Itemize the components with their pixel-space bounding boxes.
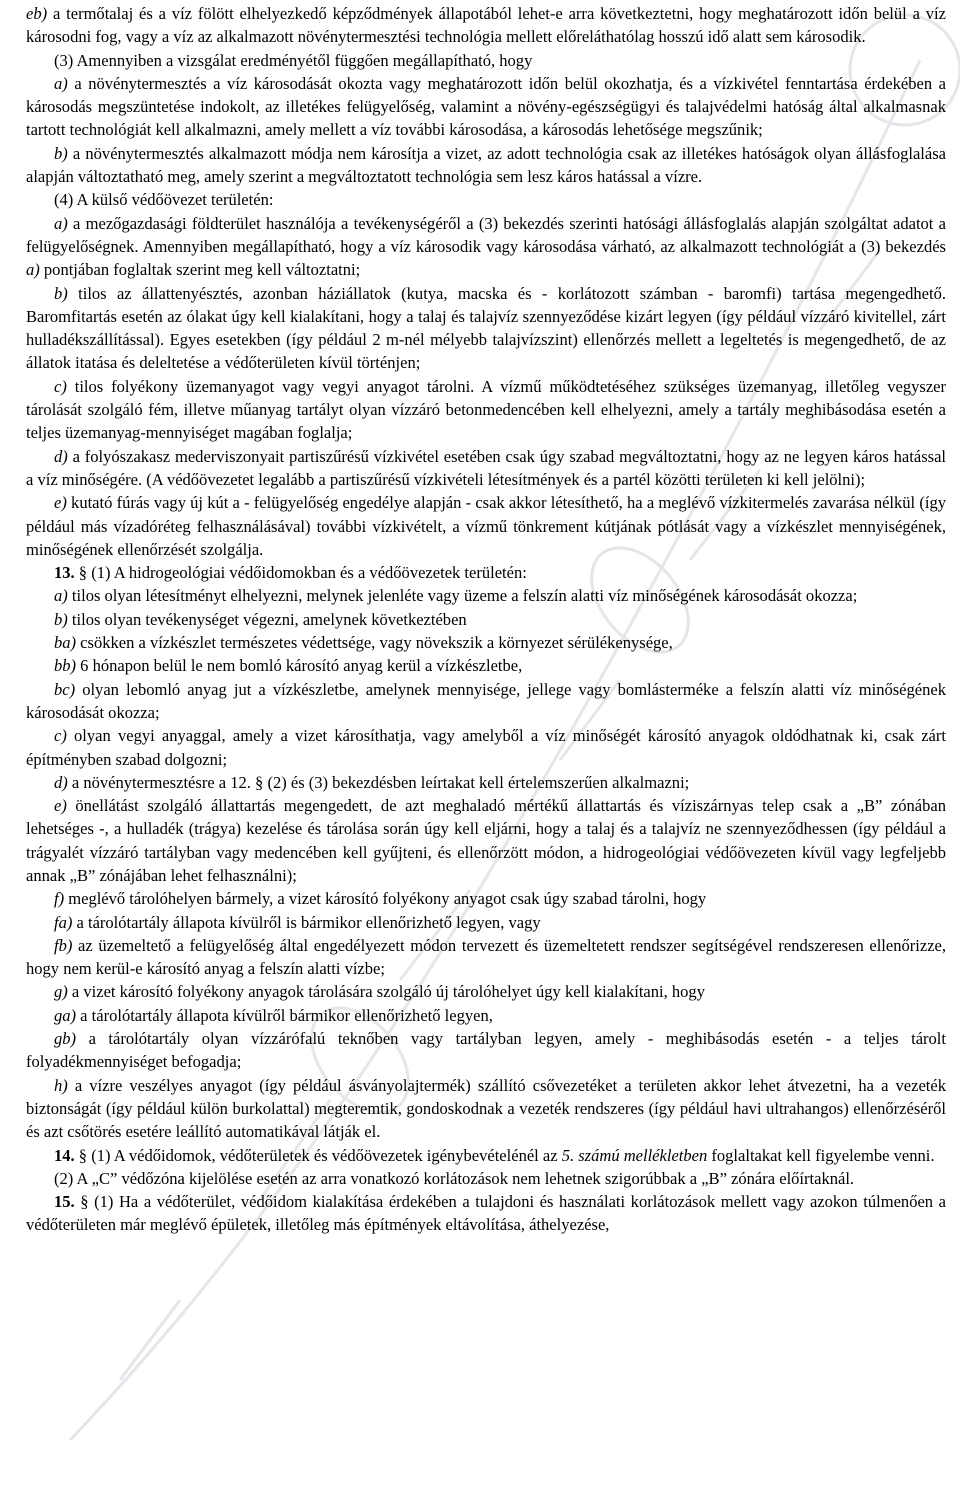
paragraph-text: csökken a vízkészlet természetes védettsége, vagy növekszik a környezet sérülékenysége, — [76, 633, 673, 653]
paragraph-text: a tárolótartály állapota kívülről bármikor ellenőrizhető legyen, — [76, 1005, 493, 1025]
paragraph — [26, 1004, 946, 1027]
paragraph — [26, 282, 946, 375]
item-label: c) — [54, 376, 67, 396]
paragraph-text: § (1) A hidrogeológiai védőidomokban és a védőövezetek területén: — [74, 563, 527, 583]
item-label: e) — [54, 493, 67, 513]
paragraph — [26, 1074, 946, 1144]
paragraph-text: a növénytermesztés alkalmazott módja nem károsítja a vizet, az adott technológia csak az illetékes hatóságok olyan állásfoglalása alapján változtatható meg, amely szerint a megváltoztatott technológia sem lesz káros hatással a vízre. — [26, 143, 946, 187]
item-label: bb) — [54, 656, 77, 676]
paragraph-text: (2) A „C” védőzóna kijelölése esetén az arra vonatkozó korlátozások nem lehetnek szigorúbbak a „B” zónára előírtaknál. — [54, 1168, 855, 1188]
item-label: b) — [54, 609, 68, 629]
paragraph — [26, 631, 946, 654]
section-number: 15. — [54, 1192, 75, 1212]
paragraph — [26, 188, 946, 211]
paragraph-text: 6 hónapon belül le nem bomló károsító anyag kerül a vízkészletbe, — [76, 656, 523, 676]
paragraph — [26, 1027, 946, 1074]
paragraph — [26, 771, 946, 794]
paragraph-text: a mezőgazdasági földterület használója a tevékenységéről a (3) bekezdés szerinti hatósági állásfoglalás alapján szolgáltat adatot a felügyelőségnek. Amennyiben megállapítható, hogy a víz károsodik vagy károsodása várható, az alkalmazott technológiát a (3) bekezdés — [26, 213, 946, 256]
paragraph-text: (4) A külső védőövezet területén: — [54, 190, 274, 210]
paragraph-text: a tárolótartály állapota kívülről is bármikor ellenőrizhető legyen, vagy — [72, 912, 541, 932]
paragraph-text: (3) Amennyiben a vizsgálat eredményétől függően megállapítható, hogy — [54, 50, 533, 70]
paragraph — [26, 1144, 946, 1167]
item-label: b) — [54, 143, 68, 163]
paragraph — [26, 1167, 946, 1190]
item-label: b) — [54, 283, 68, 303]
item-label: a) — [54, 586, 68, 606]
item-label: g) — [54, 982, 68, 1002]
item-label: gb) — [54, 1029, 77, 1049]
item-label: d) — [54, 446, 68, 466]
paragraph-text: olyan lebomló anyag jut a vízkészletbe, amelynek mennyisége, jellege vagy bomlásterméke a felszín alatti víz minőségének károsodását okozza; — [26, 679, 946, 722]
paragraph — [26, 1190, 946, 1237]
paragraph-text-continued: foglaltakat kell figyelembe venni. — [707, 1145, 935, 1165]
item-label: d) — [54, 772, 68, 792]
paragraph — [26, 724, 946, 771]
paragraph-text: a termőtalaj és a víz fölött elhelyezkedő képződmények állapotából lehet-e arra következtetni, hogy meghatározott időn belül a víz károsodni fog, vagy a víz az alkalmazott növénytermesztési technológia mellett előreláthatólag hosszú idő alatt sem károsodik. — [26, 4, 946, 47]
item-label: eb) — [26, 4, 48, 23]
item-label: fa) — [54, 912, 73, 932]
section-number: 14. — [54, 1145, 75, 1165]
item-label: fb) — [54, 935, 73, 955]
section-number: 13. — [54, 563, 75, 583]
item-label: f) — [54, 889, 65, 909]
paragraph — [26, 608, 946, 631]
inline-italic: 5. számú mellékletben — [561, 1145, 708, 1165]
paragraph-text: a vízre veszélyes anyagot (így például ásványolajtermék) szállító csővezetéket a területen akkor lehet átvezetni, ha a vezeték biztonságát (így például külön burkolattal) megteremtik, gondoskodnak a vezeték rendszeres (így például havi ultrahangos) ellenőrzéséről és azt csőtörés esetére leállító automatikával látják el. — [26, 1075, 946, 1142]
paragraph — [26, 561, 946, 584]
paragraph-text: a tárolótartály olyan vízzárófalú teknőben vagy tartályban legyen, amely - meghibásodás esetén - a teljes tárolt folyadékmennyiséget befogadja; — [26, 1029, 946, 1072]
paragraph-text: az üzemeltető a felügyelőség által engedélyezett módon tervezett és üzemeltetett rendszer segítségével rendszeresen ellenőrizze, hogy nem kerül-e károsító anyag a felszín alatti vízbe; — [26, 935, 946, 979]
paragraph — [26, 678, 946, 725]
paragraph-text: tilos az állattenyésztés, azonban háziállatok (kutya, macska és - korlátozott számban - baromfi) tartása megengedhető. Baromfitartás esetén az ólakat úgy kell kialakítani, hogy a talaj és talajvíz szennyeződése kizárt legyen (így például vízzáró kivitellel, zárt hulladékszállítással). Egyes esetekben (így például 2 m-nél mélyebb talajvízszint) ellenőrzés mellett a legeltetés is megengedhető, de az állatok itatása és deleltetése a védőterületen kívül történjen; — [26, 283, 946, 373]
item-label: e) — [54, 796, 67, 816]
paragraph — [26, 887, 946, 910]
paragraph-text: meglévő tárolóhelyen bármely, a vizet károsító folyékony anyagot csak úgy szabad tárolni, hogy — [64, 889, 707, 909]
paragraph-text: § (1) A védőidomok, védőterületek és védőövezetek igénybevételénél az — [74, 1145, 562, 1165]
paragraph-text: önellátást szolgáló állattartás megengedett, de azt meghaladó mértékű állattartás és víziszárnyas telep csak a „B” zónában lehetséges -, a hulladék (trágya) kezelése és tárolása során úgy kell eljárni, hogy a talaj és a talajvíz ne szennyeződhessen (így például a trágyalét vízzáró tartályban vagy medencében kell gyűjteni, és ellenőrzött módon, a hidrogeológiai védőövezeten kívül vagy legfeljebb annak „B” zónájában lehet felhasználni); — [26, 796, 946, 885]
paragraph-text: a vizet károsító folyékony anyagok tárolására szolgáló új tárolóhelyet úgy kell kialakítani, hogy — [67, 982, 705, 1002]
item-label: bc) — [54, 679, 76, 699]
paragraph — [26, 375, 946, 445]
paragraph — [26, 911, 946, 934]
paragraph — [26, 49, 946, 72]
item-label: c) — [54, 726, 67, 746]
item-label: a) — [54, 213, 68, 233]
paragraph-text: tilos folyékony üzemanyagot vagy vegyi anyagot tárolni. A vízmű működtetéséhez szükséges üzemanyag, illetőleg vegyszer tárolását szolgáló fém, illetve műanyag tartályt olyan vízzáró betonmedencében kell elhelyezni, amely a tartály meghibásodása esetén a teljes üzemanyag-mennyiséget magában foglalja; — [26, 376, 946, 443]
paragraph — [26, 584, 946, 607]
paragraph — [26, 445, 946, 492]
item-label: ga) — [54, 1005, 77, 1025]
paragraph-text: kutató fúrás vagy új kút a - felügyelőség engedélye alapján - csak akkor létesíthető, ha a meglévő vízkitermelés zavarása nélkül (így például más vízadóréteg felhasználásával) további vízkivételt, a vízmű tönkrement kútjának pótlását vagy a vízkészlet mennyiségének, minőségének ellenőrzését szolgálja. — [26, 493, 946, 559]
paragraph — [26, 654, 946, 677]
paragraph — [26, 142, 946, 189]
paragraph-text: a folyószakasz mederviszonyait partiszűrésű vízkivétel esetében csak úgy szabad megváltoztatni, hogy az ne legyen káros hatással a víz minőségére. (A védőövezetet legalább a partiszűrésű vízkivételi létesítmények és a partél közötti területen ki kell jelölni); — [26, 446, 946, 489]
paragraph — [26, 934, 946, 981]
paragraph-text: tilos olyan létesítményt elhelyezni, melynek jelenléte vagy üzeme a felszín alatti víz minőségének károsodását okozza; — [67, 586, 858, 606]
paragraph-text: a növénytermesztés a víz károsodását okozta vagy meghatározott időn belül okozhatja, és a vízkivétel fenntartása érdekében a károsodás megszüntetése indokolt, az illetékes felügyelőség, valamint a növény-egészségügyi és talajvédelmi hatóság által alkalmasnak tartott technológiát kell alkalmazni, amely mellett a víz további károsodása, a károsodás lehetősége megszűnik; — [26, 73, 946, 140]
paragraph-text: tilos olyan tevékenységet végezni, amelynek következtében — [67, 609, 467, 629]
paragraph — [26, 212, 946, 282]
paragraph-text: olyan vegyi anyaggal, amely a vizet károsíthatja, vagy amelyből a víz minőségét károsító anyagok oldódhatnak ki, csak zárt építményben szabad dolgozni; — [26, 726, 946, 769]
item-label: ba) — [54, 633, 77, 653]
paragraph — [26, 2, 946, 49]
paragraph — [26, 72, 946, 142]
paragraph-text-continued: pontjában foglaltak szerint meg kell változtatni; — [39, 260, 361, 280]
paragraph — [26, 980, 946, 1003]
item-label: a) — [54, 73, 68, 93]
paragraph-text: § (1) Ha a védőterület, védőidom kialakítása érdekében a tulajdoni és használati korlátozások mellett vagy azokon túlmenően a védőterületen már meglévő épületek, illetőleg más építmények eltávolítása, áthelyezése, — [26, 1192, 946, 1235]
paragraph — [26, 794, 946, 887]
inline-label: a) — [26, 260, 40, 280]
item-label: h) — [54, 1075, 68, 1095]
paragraph — [26, 491, 946, 561]
paragraph-text: a növénytermesztésre a 12. § (2) és (3) bekezdésben leírtakat kell értelemszerűen alkalmazni; — [67, 772, 690, 792]
